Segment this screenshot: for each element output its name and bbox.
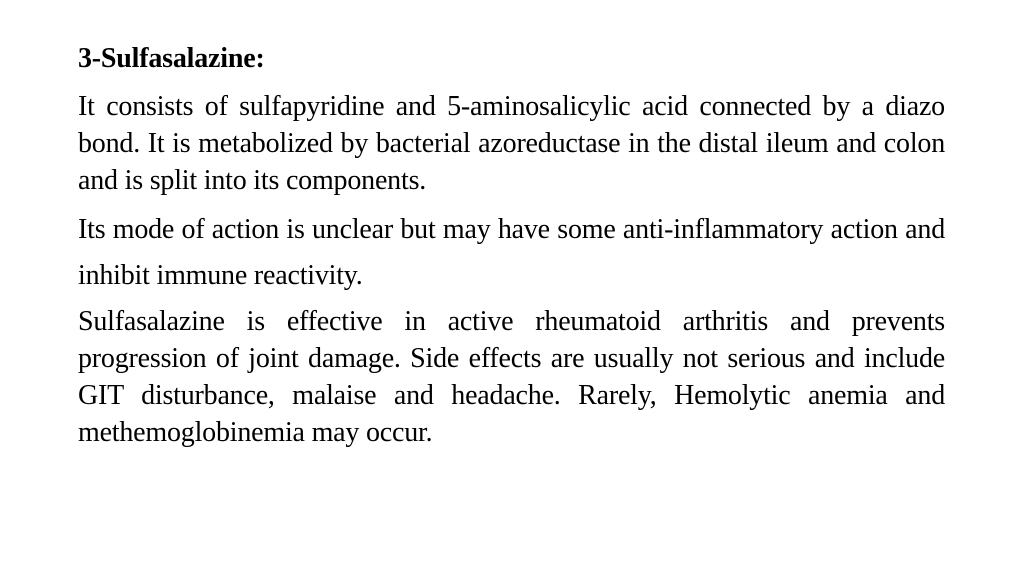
paragraph-mode-of-action: Its mode of action is unclear but may have some anti-inflammatory action and inhibit immune reactivity. <box>78 214 945 291</box>
paragraph-composition: It consists of sulfapyridine and 5-aminosalicylic acid connected by a diazo bond. It is metabolized by bacterial azoreductase in the distal ileum and colon and is split into its components. <box>78 91 945 196</box>
paragraph-uses-and-side-effects: Sulfasalazine is effective in active rheumatoid arthritis and prevents progression of joint damage. Side effects are usually not serious and include GIT disturbance, malaise and headache. Rarely, Hemolytic anemia and methemoglobinemia may occur. <box>78 306 945 448</box>
slide-heading: 3-Sulfasalazine: <box>78 43 265 74</box>
slide-content <box>78 40 945 451</box>
